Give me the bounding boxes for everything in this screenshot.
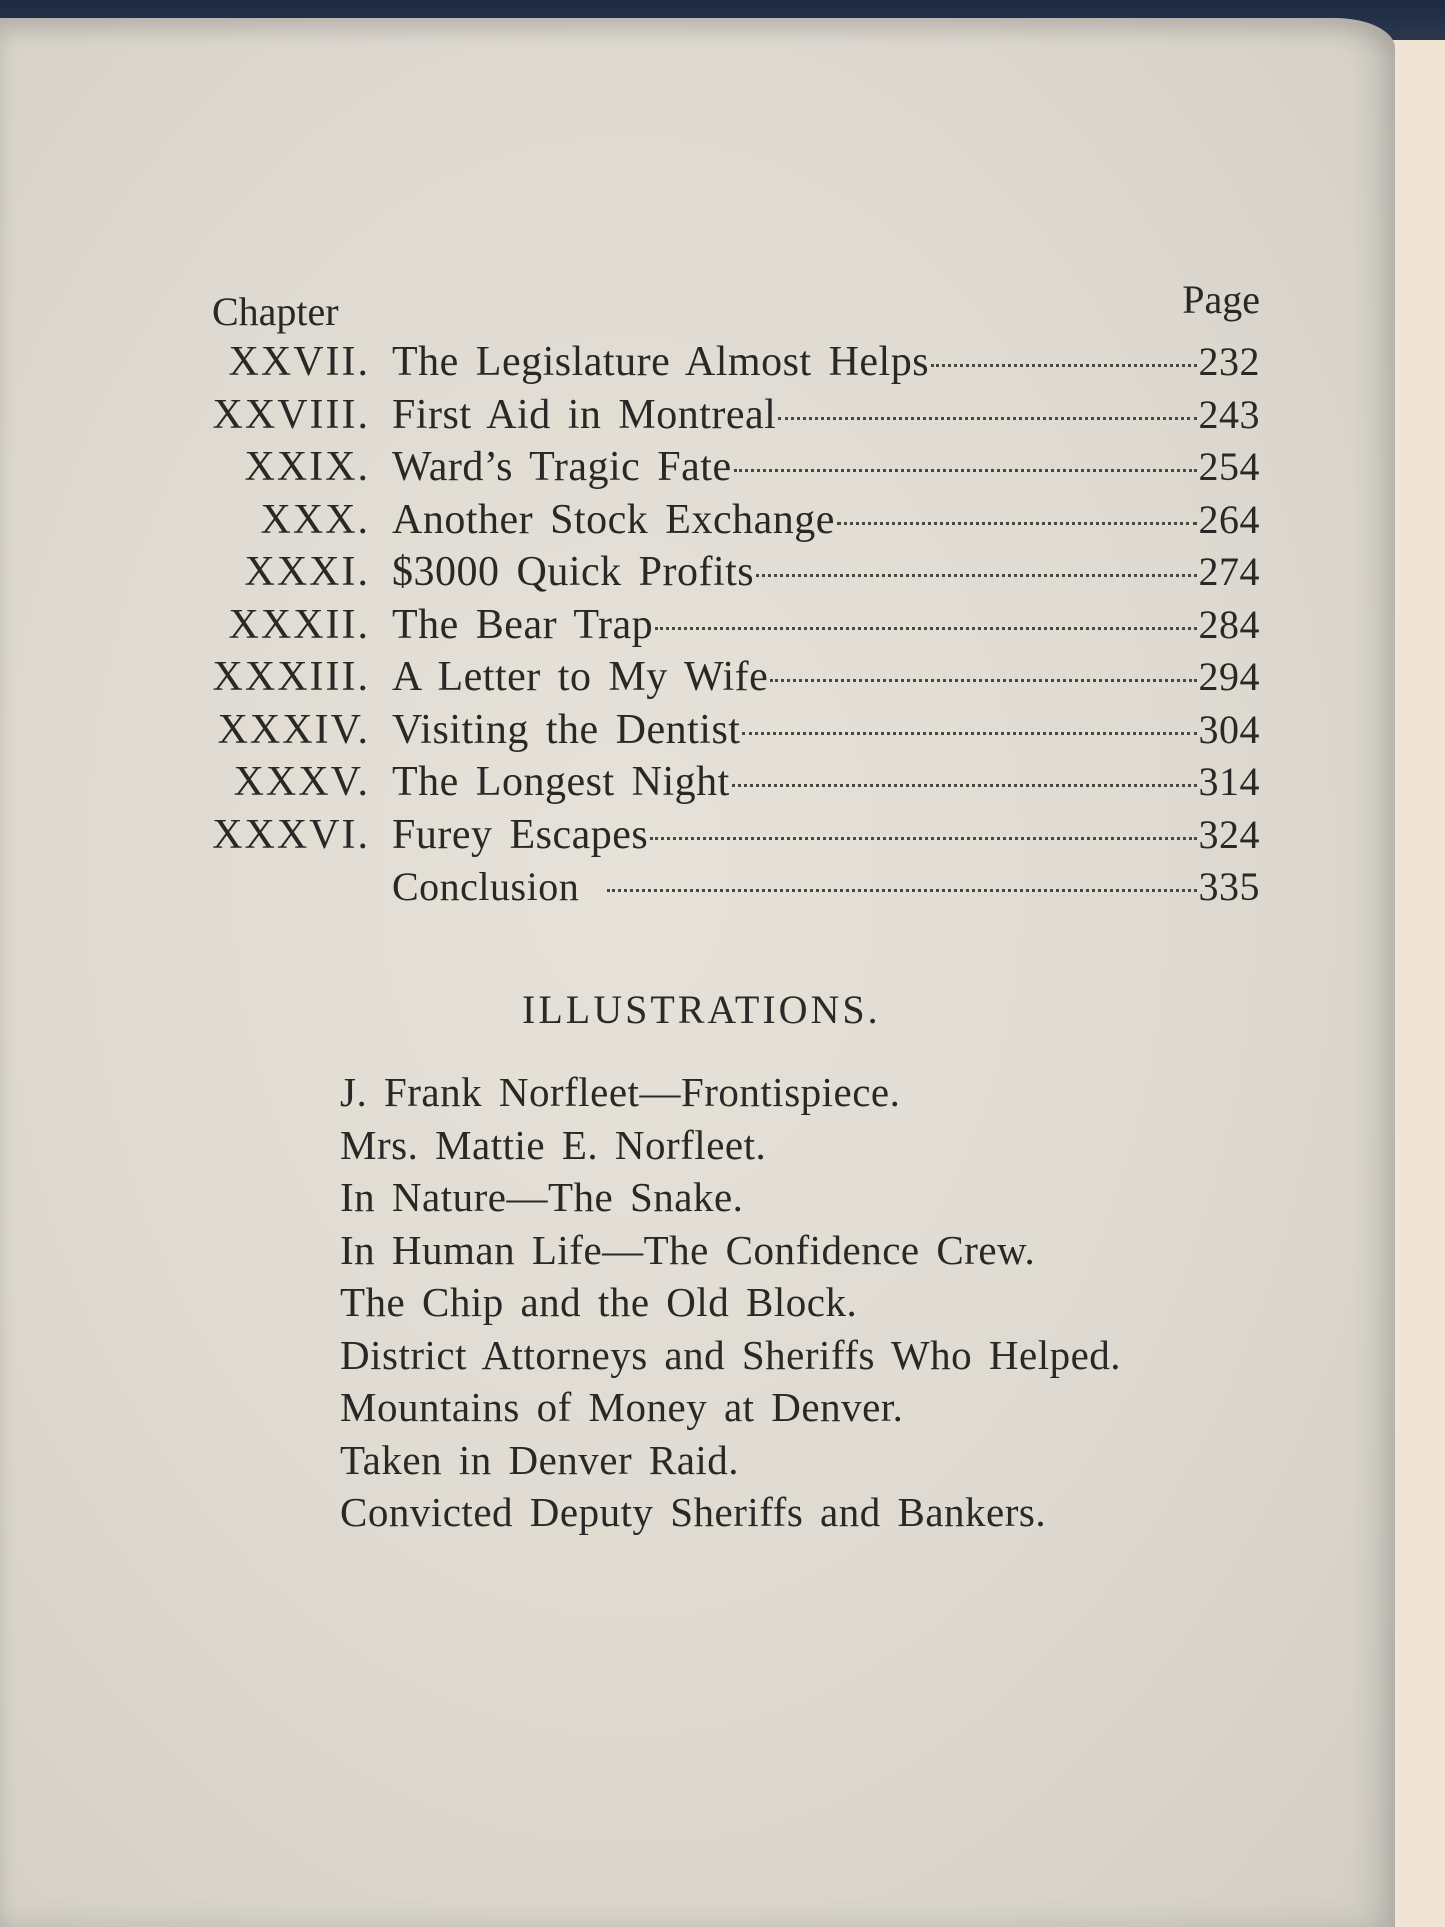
toc-entry	[205, 338, 1260, 391]
chapter-number: XXX.	[260, 496, 370, 543]
book-page	[0, 18, 1395, 1927]
leader-dots	[770, 679, 1196, 682]
chapter-title: A Letter to My Wife	[392, 654, 769, 700]
illustrations-heading: ILLUSTRATIONS.	[522, 987, 881, 1032]
chapter-number: XXVII.	[228, 339, 370, 385]
toc-entry	[205, 443, 1260, 496]
page-number: 284	[1198, 601, 1260, 647]
toc-entry	[205, 706, 1260, 759]
page-number: 264	[1198, 496, 1260, 542]
page-number: 232	[1198, 339, 1260, 384]
chapter-number: XXXV.	[233, 759, 370, 805]
chapter-title: First Aid in Montreal	[392, 391, 777, 438]
leader-dots	[778, 417, 1196, 420]
leader-dots	[734, 469, 1197, 472]
page-number: 254	[1198, 444, 1260, 489]
chapter-title: The Bear Trap	[392, 601, 654, 648]
chapter-number: XXXVI.	[212, 811, 370, 858]
chapter-title: Conclusion	[392, 864, 580, 909]
illustration-item: District Attorneys and Sheriffs Who Helped.	[340, 1331, 1122, 1378]
chapter-title: Visiting the Dentist	[392, 706, 741, 753]
leader-dots	[650, 837, 1196, 840]
leader-dots	[931, 364, 1196, 367]
toc-header	[205, 276, 1260, 338]
toc-entry	[205, 758, 1260, 811]
leader-dots	[607, 889, 1196, 892]
leader-dots	[756, 574, 1196, 577]
illustration-item: Mrs. Mattie E. Norfleet.	[340, 1121, 767, 1168]
illustration-item: J. Frank Norfleet—Frontispiece.	[340, 1069, 901, 1115]
chapter-title: Another Stock Exchange	[392, 496, 835, 543]
chapter-number: XXXII.	[228, 601, 370, 648]
chapter-title: Furey Escapes	[392, 811, 649, 858]
chapter-title: $3000 Quick Profits	[392, 549, 755, 595]
toc-entry-conclusion	[205, 863, 1260, 916]
page-column-label: Page	[1182, 277, 1260, 322]
page-number: 335	[1198, 864, 1260, 909]
chapter-number: XXXIV.	[217, 706, 370, 753]
page-number: 304	[1198, 706, 1260, 752]
chapter-title: The Legislature Almost Helps	[392, 339, 930, 385]
leader-dots	[732, 784, 1197, 787]
illustration-item: The Chip and the Old Block.	[340, 1279, 858, 1325]
illustrations-list	[340, 1068, 1240, 1541]
leader-dots	[837, 522, 1197, 525]
page-number: 324	[1198, 811, 1260, 857]
illustration-item: In Human Life—The Confidence Crew.	[340, 1226, 1036, 1273]
leader-dots	[655, 627, 1196, 630]
toc-entry	[205, 548, 1260, 601]
chapter-column-label: Chapter	[212, 289, 339, 334]
toc-entry	[205, 496, 1260, 549]
chapter-number: XXIX.	[244, 444, 370, 490]
chapter-title: The Longest Night	[392, 759, 730, 805]
toc-entry	[205, 601, 1260, 654]
page-number: 314	[1198, 759, 1260, 804]
chapter-number: XXXIII.	[212, 654, 370, 700]
illustration-item: Convicted Deputy Sheriffs and Bankers.	[340, 1489, 1047, 1535]
chapter-number: XXXI.	[244, 549, 370, 595]
leader-dots	[742, 732, 1196, 735]
illustration-item: Mountains of Money at Denver.	[340, 1384, 904, 1430]
page-number: 294	[1198, 654, 1260, 699]
illustration-item: Taken in Denver Raid.	[340, 1436, 740, 1483]
toc-entry	[205, 653, 1260, 706]
table-of-contents	[205, 276, 1260, 916]
chapter-title: Ward’s Tragic Fate	[392, 444, 732, 490]
page-number: 243	[1198, 391, 1260, 437]
page-number: 274	[1198, 549, 1260, 594]
chapter-number: XXVIII.	[212, 391, 370, 438]
toc-entry	[205, 391, 1260, 444]
toc-entry	[205, 811, 1260, 864]
illustration-item: In Nature—The Snake.	[340, 1174, 744, 1220]
